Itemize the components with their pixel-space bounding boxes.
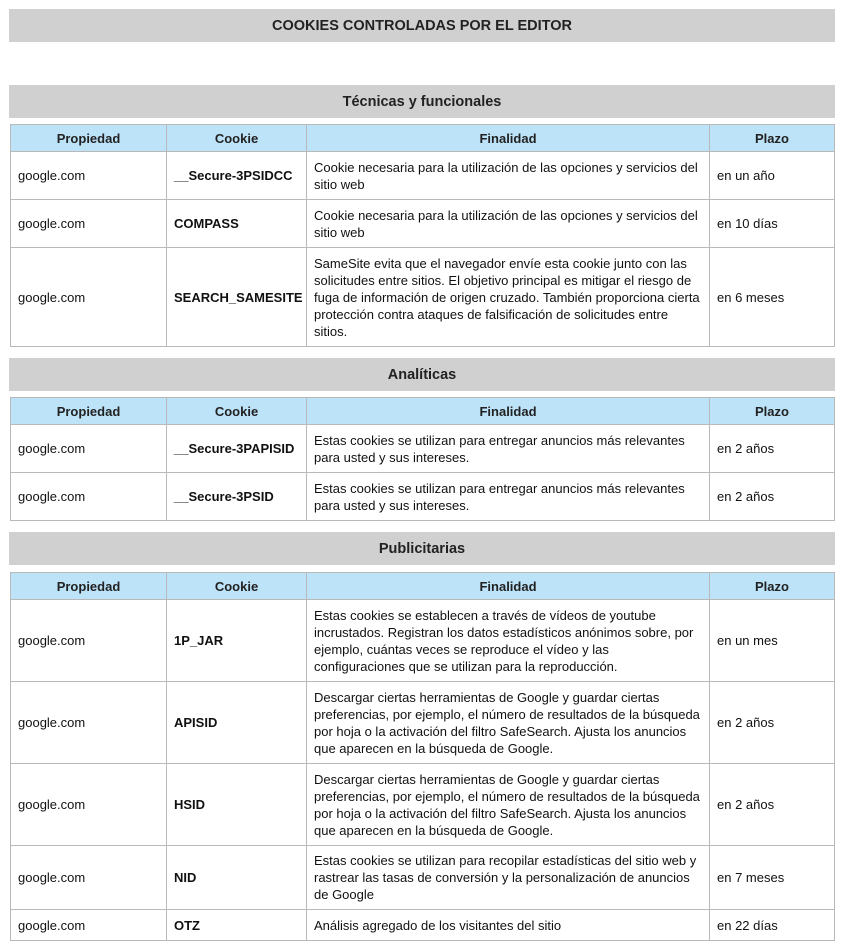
column-header-term: Plazo — [710, 573, 835, 600]
column-header-purpose: Finalidad — [307, 125, 710, 152]
section-title: Técnicas y funcionales — [342, 93, 502, 110]
cell-term: en 2 años — [710, 425, 835, 473]
table-row — [11, 425, 835, 473]
page-title-bar — [9, 9, 835, 42]
column-header-purpose: Finalidad — [307, 573, 710, 600]
column-header-term: Plazo — [710, 398, 835, 425]
cell-property: google.com — [11, 764, 167, 846]
table-header-row — [11, 573, 835, 600]
cell-cookie: 1P_JAR — [167, 600, 307, 682]
column-header-cookie: Cookie — [167, 398, 307, 425]
table-row — [11, 473, 835, 521]
cell-property: google.com — [11, 200, 167, 248]
cell-cookie: HSID — [167, 764, 307, 846]
cell-purpose: Descargar ciertas herramientas de Google y guardar ciertas preferencias, por ejemplo, el número de resultados de la búsqueda por hoja o la activación del filtro SafeSearch. Ajusta los anuncios que aparecen en la búsqueda de Google. — [307, 764, 710, 846]
section-header-tecnicas — [9, 85, 835, 118]
section-title: Analíticas — [387, 366, 457, 383]
cell-purpose: Estas cookies se utilizan para recopilar estadísticas del sitio web y rastrear las tasas de conversión y la personalización de anuncios de Google — [307, 846, 710, 910]
cell-purpose: Estas cookies se utilizan para entregar anuncios más relevantes para usted y sus intereses. — [307, 425, 710, 473]
cell-purpose: SameSite evita que el navegador envíe esta cookie junto con las solicitudes entre sitios. El objetivo principal es mitigar el riesgo de fuga de información de origen cruzado. También proporciona cierta protección contra ataques de falsificación de solicitudes entre sitios. — [307, 248, 710, 347]
cell-cookie: APISID — [167, 682, 307, 764]
column-header-property: Propiedad — [11, 573, 167, 600]
table-row — [11, 600, 835, 682]
cell-term: en 7 meses — [710, 846, 835, 910]
cell-term: en 6 meses — [710, 248, 835, 347]
cell-cookie: COMPASS — [167, 200, 307, 248]
cookie-table-publicitarias — [10, 572, 835, 941]
column-header-purpose: Finalidad — [307, 398, 710, 425]
cell-term: en 10 días — [710, 200, 835, 248]
cell-cookie: SEARCH_SAMESITE — [167, 248, 307, 347]
table-row — [11, 764, 835, 846]
column-header-property: Propiedad — [11, 398, 167, 425]
page-title: COOKIES CONTROLADAS POR EL EDITOR — [272, 17, 572, 34]
section-header-analiticas — [9, 358, 835, 391]
column-header-cookie: Cookie — [167, 573, 307, 600]
table-row — [11, 682, 835, 764]
cell-term: en un mes — [710, 600, 835, 682]
column-header-property: Propiedad — [11, 125, 167, 152]
table-row — [11, 910, 835, 941]
table-row — [11, 200, 835, 248]
cookie-table-analiticas — [10, 397, 835, 521]
section-header-publicitarias — [9, 532, 835, 565]
cell-purpose: Cookie necesaria para la utilización de las opciones y servicios del sitio web — [307, 152, 710, 200]
cell-property: google.com — [11, 910, 167, 941]
column-header-term: Plazo — [710, 125, 835, 152]
cell-term: en 2 años — [710, 764, 835, 846]
cell-property: google.com — [11, 425, 167, 473]
cell-term: en 2 años — [710, 682, 835, 764]
cell-property: google.com — [11, 473, 167, 521]
cell-cookie: OTZ — [167, 910, 307, 941]
cell-cookie: __Secure-3PSID — [167, 473, 307, 521]
cell-property: google.com — [11, 846, 167, 910]
cell-purpose: Cookie necesaria para la utilización de las opciones y servicios del sitio web — [307, 200, 710, 248]
cookie-table-tecnicas — [10, 124, 835, 347]
cell-purpose: Estas cookies se establecen a través de vídeos de youtube incrustados. Registran los datos estadísticos anónimos sobre, por ejemplo, cuántas veces se reproduce el vídeo y las configuraciones que se utilizan para la reproducción. — [307, 600, 710, 682]
table-row — [11, 846, 835, 910]
cell-purpose: Descargar ciertas herramientas de Google y guardar ciertas preferencias, por ejemplo, el número de resultados de la búsqueda por hoja o la activación del filtro SafeSearch. Ajusta los anuncios que aparecen en la búsqueda de Google. — [307, 682, 710, 764]
cell-property: google.com — [11, 682, 167, 764]
cell-cookie: __Secure-3PSIDCC — [167, 152, 307, 200]
table-row — [11, 152, 835, 200]
cell-term: en 2 años — [710, 473, 835, 521]
column-header-cookie: Cookie — [167, 125, 307, 152]
table-header-row — [11, 398, 835, 425]
cell-purpose: Estas cookies se utilizan para entregar anuncios más relevantes para usted y sus intereses. — [307, 473, 710, 521]
cell-term: en 22 días — [710, 910, 835, 941]
cell-term: en un año — [710, 152, 835, 200]
cell-cookie: __Secure-3PAPISID — [167, 425, 307, 473]
cell-purpose: Análisis agregado de los visitantes del sitio — [307, 910, 710, 941]
cell-cookie: NID — [167, 846, 307, 910]
cell-property: google.com — [11, 248, 167, 347]
table-row — [11, 248, 835, 347]
cell-property: google.com — [11, 152, 167, 200]
table-header-row — [11, 125, 835, 152]
cell-property: google.com — [11, 600, 167, 682]
section-title: Publicitarias — [378, 540, 466, 557]
